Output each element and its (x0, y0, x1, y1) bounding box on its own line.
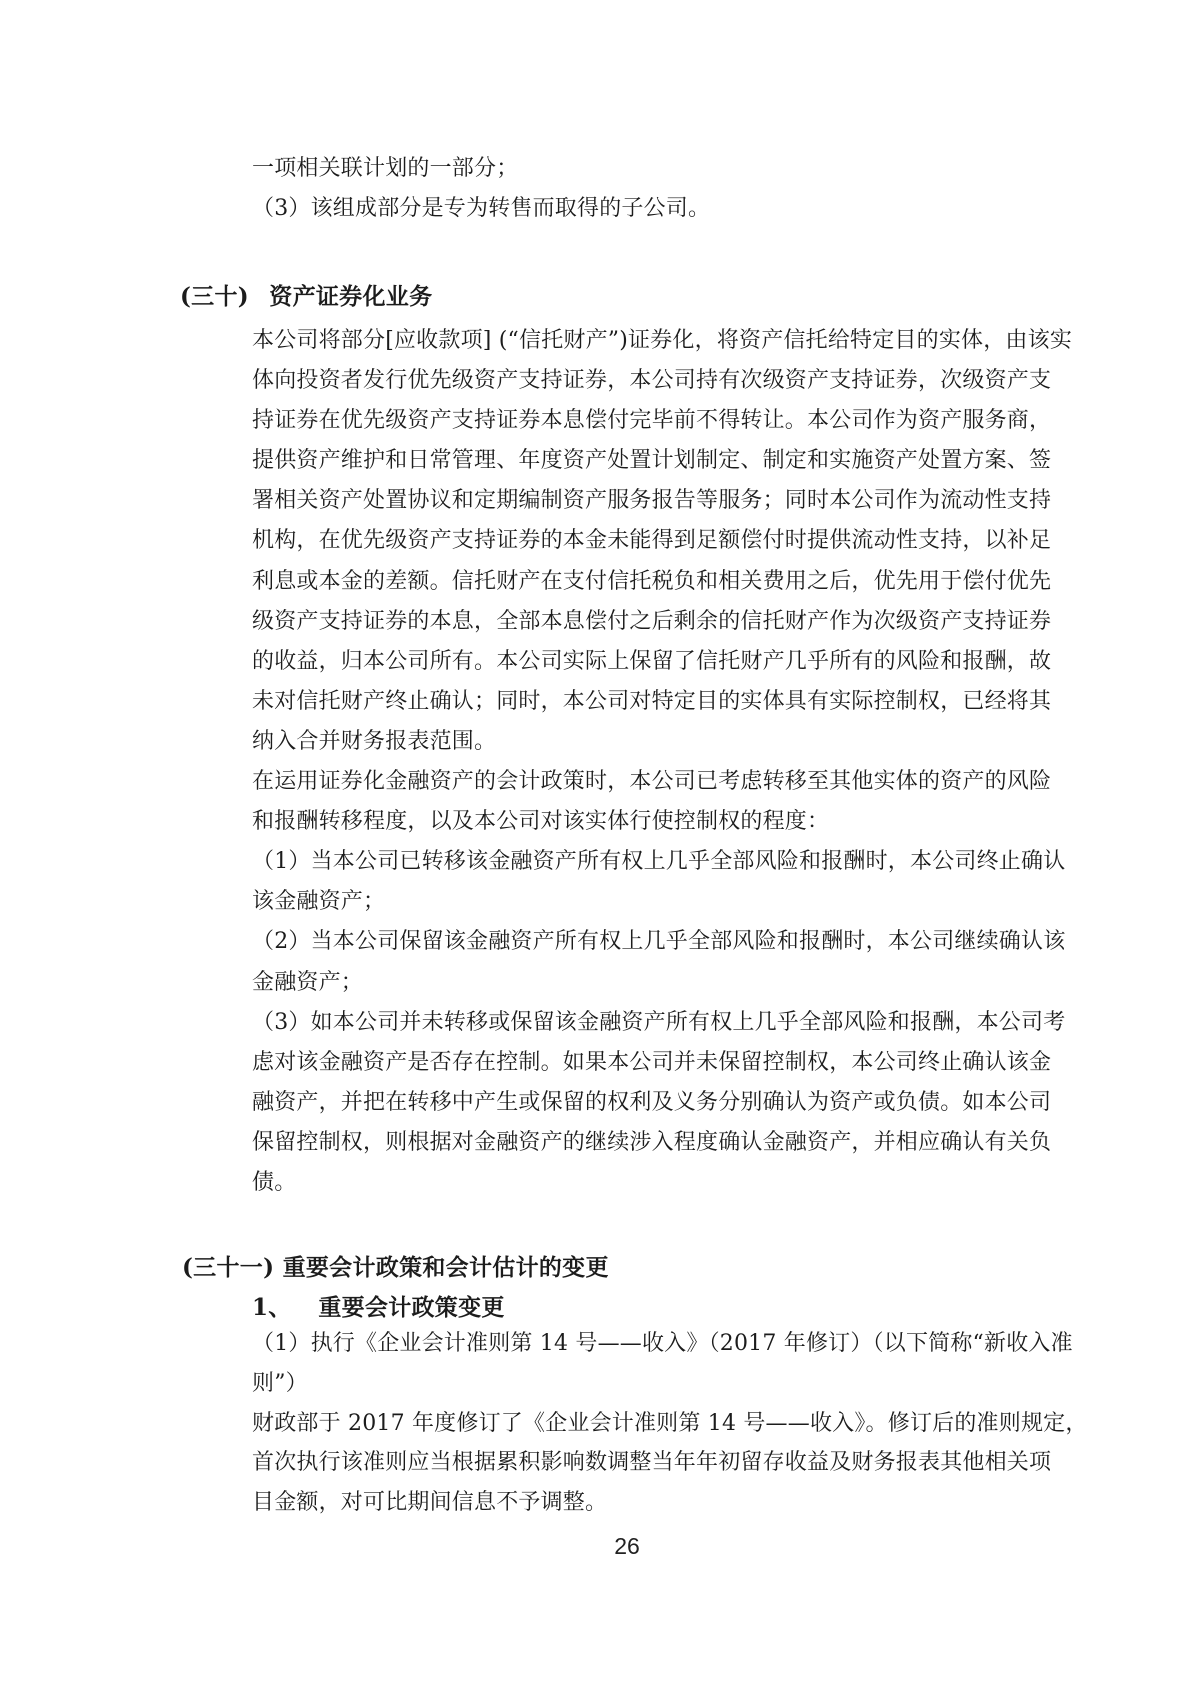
text-line: （1）当本公司已转移该金融资产所有权上几乎全部风险和报酬时，本公司终止确认 (252, 849, 1066, 875)
section-30-label: (三十) (180, 283, 249, 310)
text-line: 本公司将部分[应收款项] (“信托财产”)证券化，将资产信托给特定目的实体，由该实 (252, 328, 1073, 353)
text-line: 纳入合并财务报表范围。 (252, 728, 497, 754)
text-line: （3）如本公司并未转移或保留该金融资产所有权上几乎全部风险和报酬，本公司考 (252, 1009, 1066, 1035)
text-line: 利息或本金的差额。信托财产在支付信托税负和相关费用之后，优先用于偿付优先 (252, 568, 1052, 594)
text-line: （2）当本公司保留该金融资产所有权上几乎全部风险和报酬时，本公司继续确认该 (252, 929, 1066, 955)
section-30-heading (180, 278, 432, 311)
text-line: 提供资产维护和日常管理、年度资产处置计划制定、制定和实施资产处置方案、签 (252, 448, 1052, 474)
text-line: （1）执行《企业会计准则第 14 号——收入》（2017 年修订）（以下简称“新收入准 (252, 1331, 1073, 1356)
section-31-heading (182, 1249, 609, 1282)
text-line: 目金额，对可比期间信息不予调整。 (252, 1490, 608, 1516)
text-line: 署相关资产处置协议和定期编制资产服务报告等服务；同时本公司作为流动性支持 (252, 488, 1052, 514)
text-line: （3）该组成部分是专为转售而取得的子公司。 (252, 196, 711, 222)
section-31-title: 重要会计政策和会计估计的变更 (282, 1254, 609, 1281)
text-line: 一项相关联计划的一部分； (252, 156, 519, 181)
text-line: 融资产，并把在转移中产生或保留的权利及义务分别确认为资产或负债。如本公司 (252, 1089, 1052, 1115)
text-line: 机构，在优先级资产支持证券的本金未能得到足额偿付时提供流动性支持，以补足 (252, 528, 1052, 554)
text-line: 体向投资者发行优先级资产支持证券，本公司持有次级资产支持证券，次级资产支 (252, 368, 1052, 394)
text-line: 的收益，归本公司所有。本公司实际上保留了信托财产几乎所有的风险和报酬，故 (252, 648, 1052, 674)
text-line: 则”） (252, 1370, 308, 1396)
page-number: 26 (614, 1533, 640, 1559)
subsection-1-title: 重要会计政策变更 (318, 1294, 505, 1321)
section-31-label: (三十一) (182, 1254, 275, 1281)
section-30-title: 资产证券化业务 (269, 283, 433, 310)
text-line: 该金融资产； (252, 889, 386, 915)
subsection-1-heading (252, 1289, 505, 1322)
section-30-body (252, 321, 1072, 1203)
intro-paragraph (252, 149, 710, 230)
text-line: 虑对该金融资产是否存在控制。如果本公司并未保留控制权，本公司终止确认该金 (252, 1049, 1052, 1075)
text-line: 和报酬转移程度，以及本公司对该实体行使控制权的程度： (252, 809, 830, 835)
text-line: 持证券在优先级资产支持证券本息偿付完毕前不得转让。本公司作为资产服务商， (252, 408, 1052, 434)
section-31-body (252, 1324, 1088, 1523)
text-line: 金融资产； (252, 969, 364, 995)
text-line: 保留控制权，则根据对金融资产的继续涉入程度确认金融资产，并相应确认有关负 (252, 1129, 1052, 1155)
text-line: 在运用证券化金融资产的会计政策时，本公司已考虑转移至其他实体的资产的风险 (252, 769, 1052, 795)
text-line: 未对信托财产终止确认；同时，本公司对特定目的实体具有实际控制权，已经将其 (252, 688, 1052, 714)
text-line: 级资产支持证券的本息，全部本息偿付之后剩余的信托财产作为次级资产支持证券 (252, 608, 1052, 634)
text-line: 财政部于 2017 年度修订了《企业会计准则第 14 号——收入》。修订后的准则规定， (252, 1410, 1088, 1436)
text-line: 首次执行该准则应当根据累积影响数调整当年年初留存收益及财务报表其他相关项 (252, 1450, 1052, 1476)
text-line: 债。 (252, 1169, 297, 1195)
subsection-1-number: 1、 (252, 1294, 292, 1321)
